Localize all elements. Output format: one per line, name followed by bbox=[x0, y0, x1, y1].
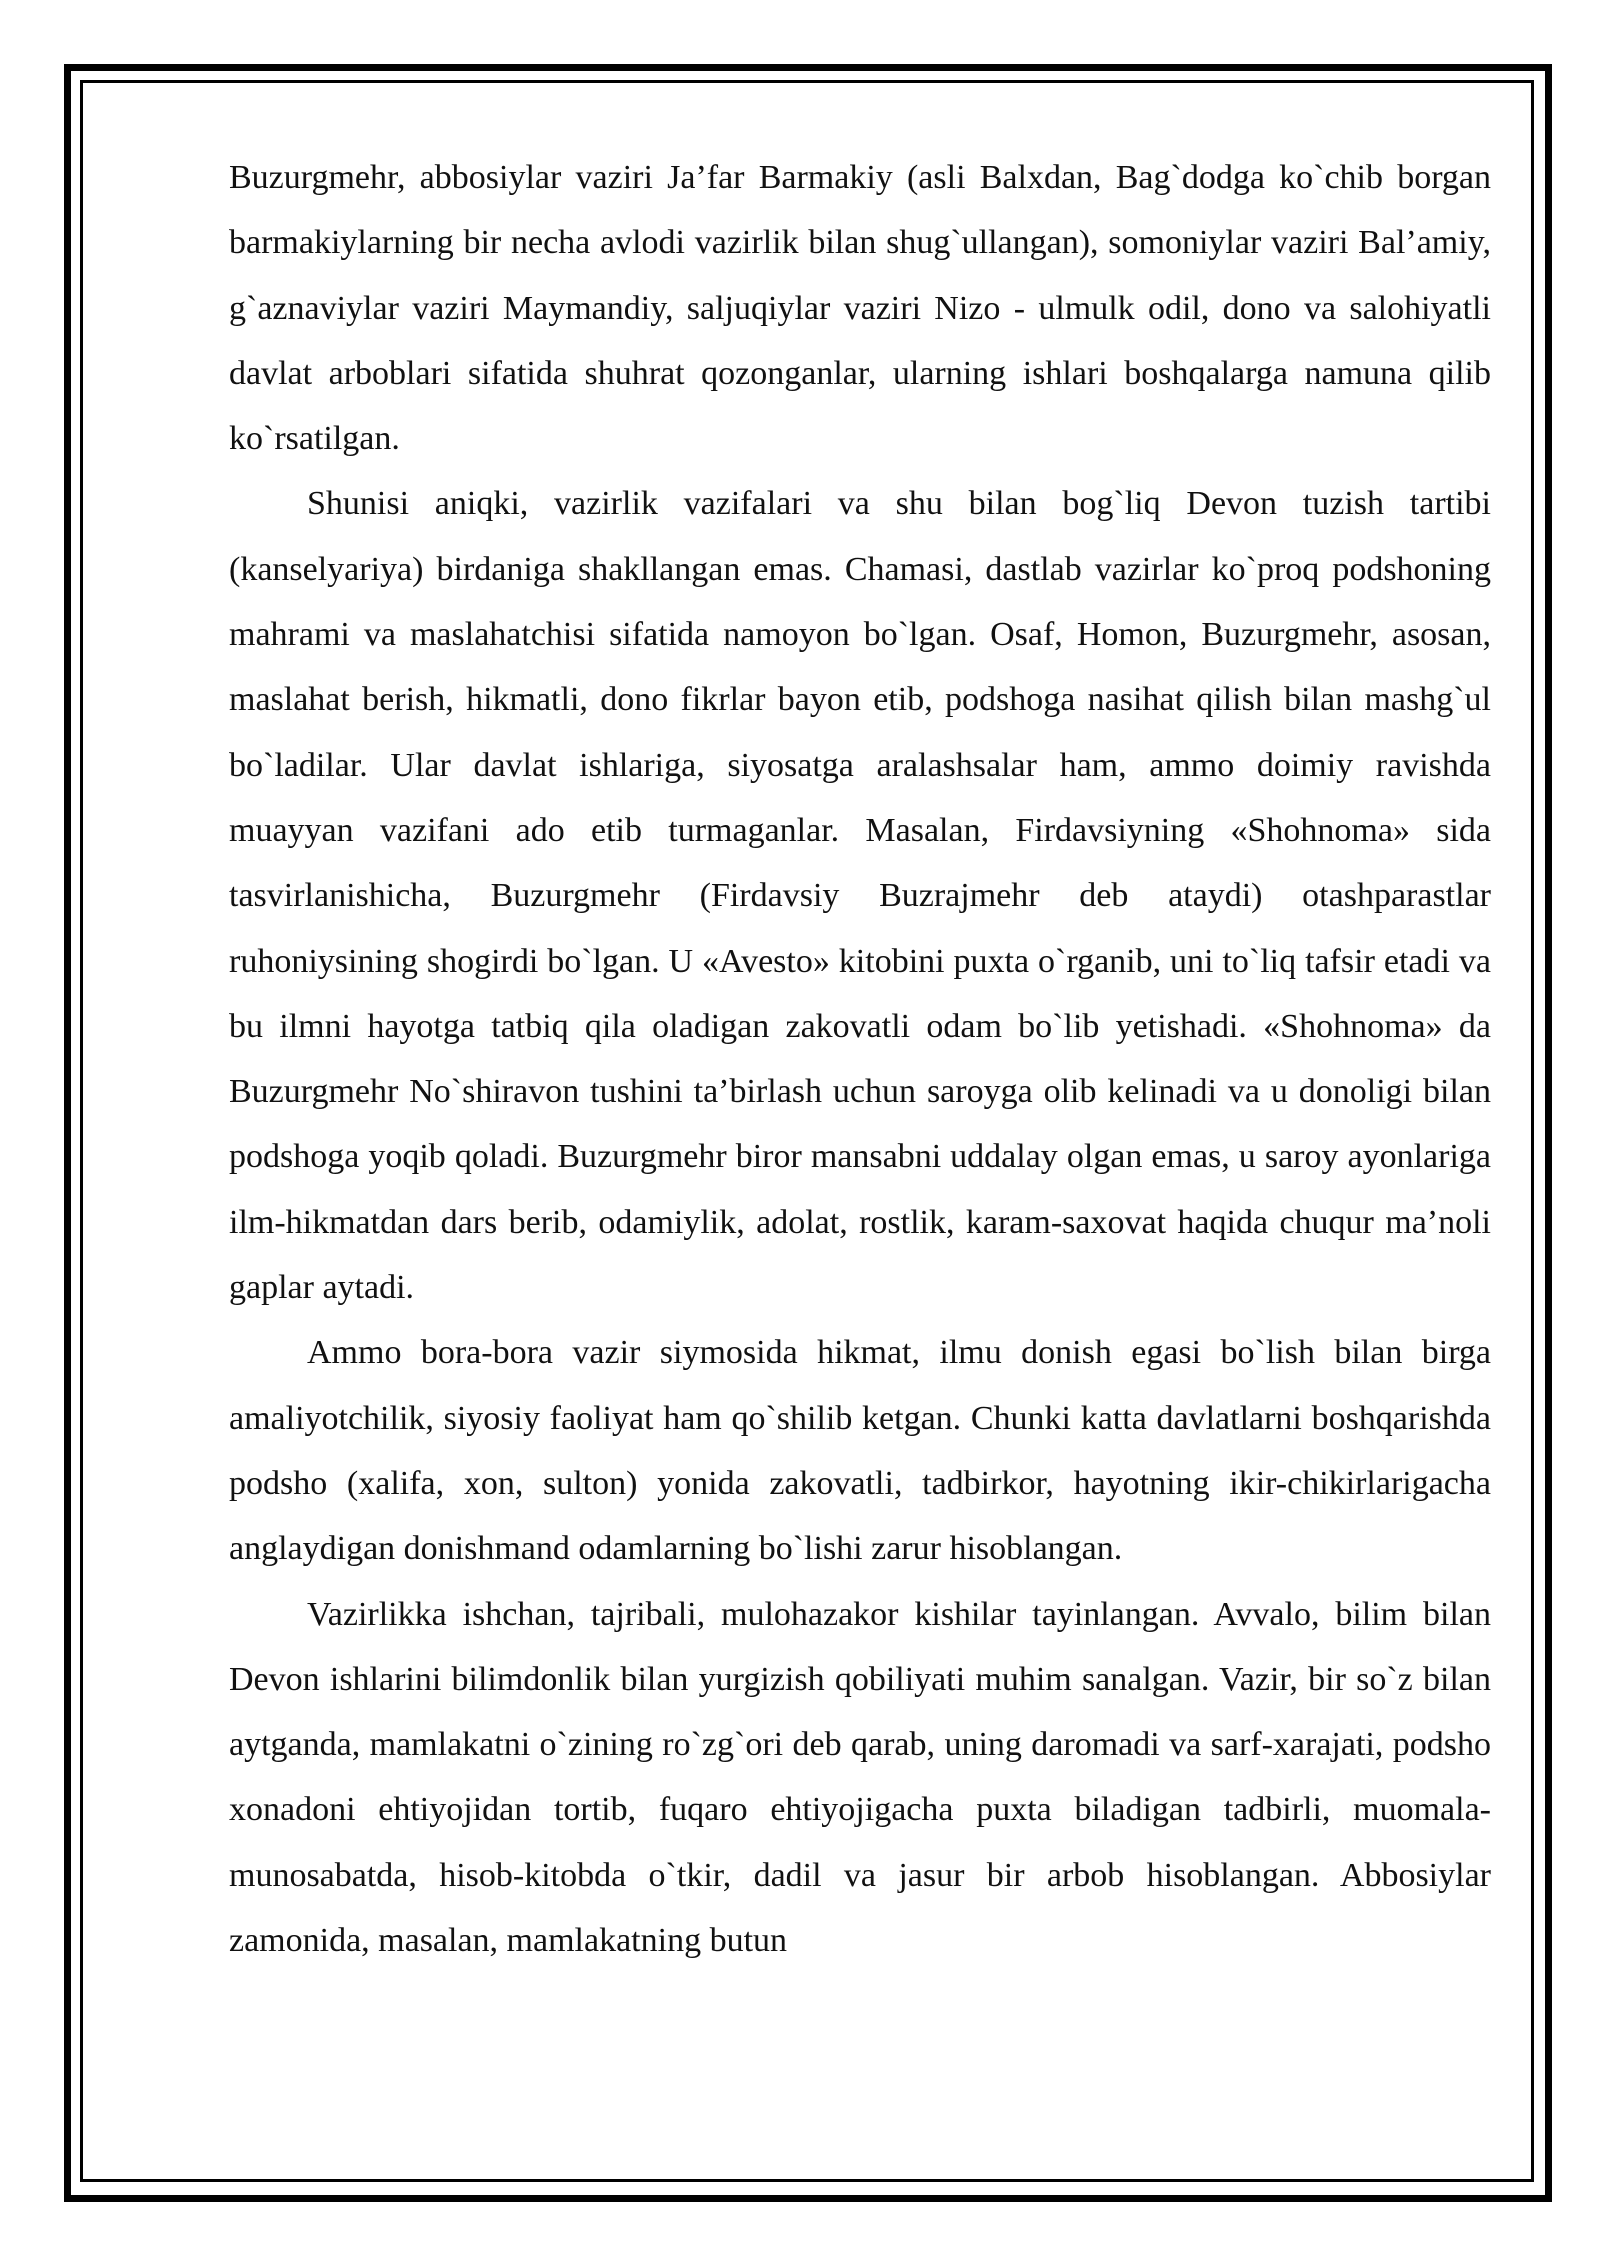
document-body bbox=[229, 145, 1491, 1973]
paragraph-continued: Buzurgmehr, abbosiylar vaziri Ja’far Barmakiy (asli Balxdan, Bag`dodga ko`chib borgan barmakiylarning bir necha avlodi vazirlik bilan shug`ullangan), somoniylar vaziri Bal’amiy, g`aznaviylar vaziri Maymandiy, saljuqiylar vaziri Nizo - ulmulk odil, dono va salohiyatli davlat arboblari sifatida shuhrat qozonganlar, ularning ishlari boshqalarga namuna qilib ko`rsatilgan. bbox=[229, 159, 1491, 458]
paragraph: Vazirlikka ishchan, tajribali, mulohazakor kishilar tayinlangan. Avvalo, bilim bilan Devon ishlarini bilimdonlik bilan yurgizish qobiliyati muhim sanalgan. Vazir, bir so`z bilan aytganda, mamlakatni o`zining ro`zg`ori deb qarab, uning daromadi va sarf-xarajati, podsho xonadoni ehtiyojidan tortib, fuqaro ehtiyojigacha puxta biladigan tadbirli, muomala-munosabatda, hisob-kitobda o`tkir, dadil va jasur bir arbob hisoblangan. Abbosiylar zamonida, masalan, mamlakatning butun bbox=[229, 1595, 1491, 1960]
paragraph: Ammo bora-bora vazir siymosida hikmat, ilmu donish egasi bo`lish bilan birga amaliyotchilik, siyosiy faoliyat ham qo`shilib ketgan. Chunki katta davlatlarni boshqarishda podsho (xalifa, xon, sulton) yonida zakovatli, tadbirkor, hayotning ikir-chikirlarigacha anglaydigan donishmand odamlarning bo`lishi zarur hisoblangan. bbox=[229, 1334, 1491, 1568]
paragraph: Shunisi aniqki, vazirlik vazifalari va shu bilan bog`liq Devon tuzish tartibi (kanselyariya) birdaniga shakllangan emas. Chamasi, dastlab vazirlar ko`proq podshoning mahrami va maslahatchisi sifatida namoyon bo`lgan. Osaf, Homon, Buzurgmehr, asosan, maslahat berish, hikmatli, dono fikrlar bayon etib, podshoga nasihat qilish bilan mashg`ul bo`ladilar. Ular davlat ishlariga, siyosatga aralashsalar ham, ammo doimiy ravishda muayyan vazifani ado etib turmaganlar. Masalan, Firdavsiyning «Shohnoma» sida tasvirlanishicha, Buzurgmehr (Firdavsiy Buzrajmehr deb ataydi) otashparastlar ruhoniysining shogirdi bo`lgan. U «Avesto» kitobini puxta o`rganib, uni to`liq tafsir etadi va bu ilmni hayotga tatbiq qila oladigan zakovatli odam bo`lib yetishadi. «Shohnoma» da Buzurgmehr No`shiravon tushini ta’birlash uchun saroyga olib kelinadi va u donoligi bilan podshoga yoqib qoladi. Buzurgmehr biror mansabni uddalay olgan emas, u saroy ayonlariga ilm-hikmatdan dars berib, odamiylik, adolat, rostlik, karam-saxovat haqida chuqur ma’noli gaplar aytadi. bbox=[229, 485, 1491, 1307]
